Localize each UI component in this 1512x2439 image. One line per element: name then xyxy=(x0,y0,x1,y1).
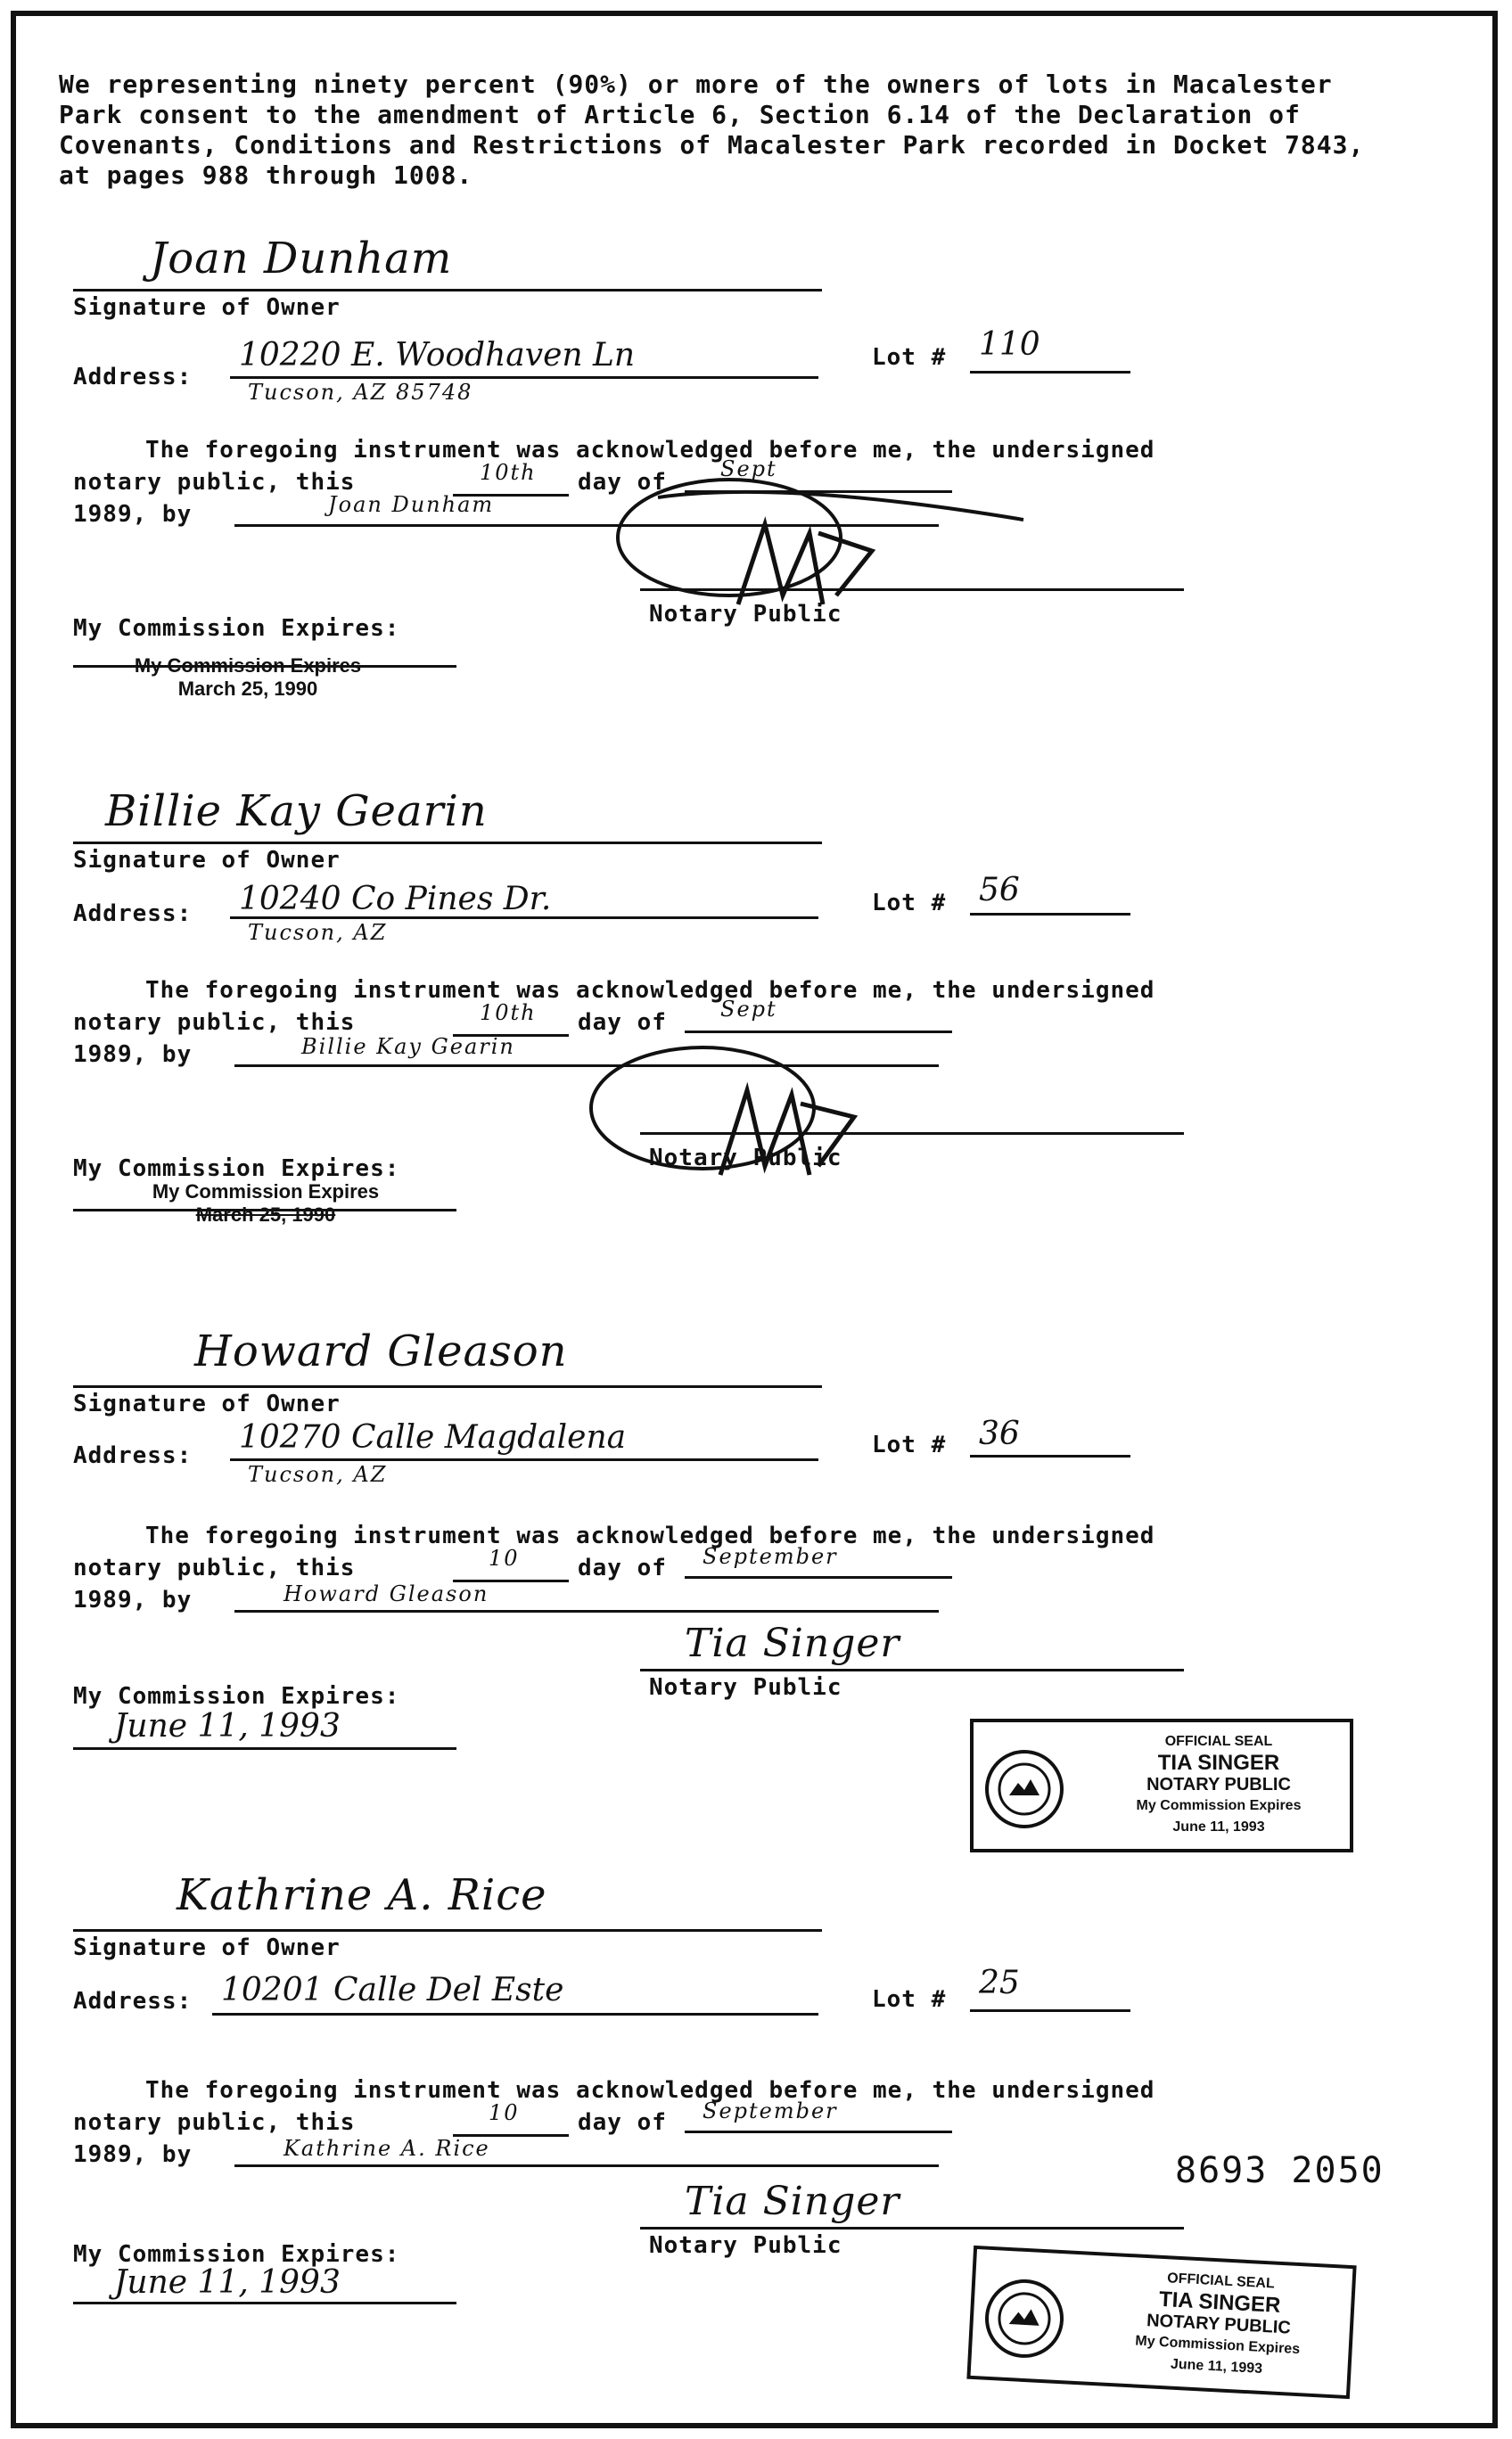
address-label: Address: xyxy=(73,1988,193,2015)
notary-line xyxy=(640,2227,1184,2230)
owner-signature: Kathrine A. Rice xyxy=(177,1870,547,1920)
by-line xyxy=(234,1610,939,1613)
notary-line xyxy=(640,588,1184,591)
address-label: Address: xyxy=(73,1442,193,1469)
commission-expires-label: My Commission Expires: xyxy=(73,1683,400,1710)
lot-label: Lot # xyxy=(872,344,947,371)
owner-signature: Joan Dunham xyxy=(150,234,453,283)
seal-line-4: My Commission Expires xyxy=(1136,1798,1302,1813)
signature-line xyxy=(73,842,822,844)
month-line xyxy=(685,1576,952,1579)
year-by-label: 1989, by xyxy=(73,501,193,528)
signature-line xyxy=(73,1385,822,1388)
month-value: Sept xyxy=(720,997,777,1022)
by-name-value: Joan Dunham xyxy=(328,492,495,517)
official-seal xyxy=(970,1719,1353,1852)
year-by-label: 1989, by xyxy=(73,1587,193,1614)
by-name-value: Howard Gleason xyxy=(284,1581,489,1606)
notary-signature: Tia Singer xyxy=(685,1621,900,1666)
notary-line xyxy=(640,1669,1184,1671)
notary-this-label: notary public, this xyxy=(73,1009,356,1036)
address-line-1: 10201 Calle Del Este xyxy=(221,1972,564,2008)
lot-line xyxy=(970,913,1130,916)
owner-signature: Howard Gleason xyxy=(194,1326,568,1376)
notary-public-label: Notary Public xyxy=(649,2232,842,2259)
by-name-value: Kathrine A. Rice xyxy=(284,2136,490,2161)
lot-number: 25 xyxy=(979,1965,1020,2001)
notary-line xyxy=(640,1132,1184,1135)
notary-signature: Tia Singer xyxy=(685,2179,900,2224)
notary-this-label: notary public, this xyxy=(73,1555,356,1581)
by-name-value: Billie Kay Gearin xyxy=(301,1034,515,1059)
owner-block-3 xyxy=(61,1326,1416,1861)
lot-line xyxy=(970,1455,1130,1458)
document-page xyxy=(11,11,1498,2428)
day-value: 10 xyxy=(489,1546,520,1571)
signature-of-owner-label: Signature of Owner xyxy=(73,847,341,874)
notary-this-label: notary public, this xyxy=(73,469,356,496)
foregoing-text: The foregoing instrument was acknowledged before me, the undersigned xyxy=(145,1523,1155,1549)
commission-expiry-date: June 11, 1993 xyxy=(114,1708,341,1745)
day-value: 10th xyxy=(480,460,537,485)
notary-public-label: Notary Public xyxy=(649,1145,842,1171)
address-label: Address: xyxy=(73,900,193,927)
signature-line xyxy=(73,1929,822,1932)
commission-expires-label: My Commission Expires: xyxy=(73,1155,400,1182)
document-number: 8693 2050 xyxy=(1175,2150,1385,2191)
expires-line xyxy=(73,665,456,668)
seal-line-4: My Commission Expires xyxy=(1134,2333,1301,2358)
expires-line xyxy=(73,1209,456,1211)
foregoing-text: The foregoing instrument was acknowledged before me, the undersigned xyxy=(145,2077,1155,2104)
lot-label: Lot # xyxy=(872,1986,947,2013)
expiry-stamp-line-2: March 25, 1990 xyxy=(177,678,318,700)
year-by-label: 1989, by xyxy=(73,2141,193,2168)
owner-block-2 xyxy=(61,783,1416,1318)
seal-line-3: NOTARY PUBLIC xyxy=(1146,1775,1291,1794)
lot-number: 56 xyxy=(979,872,1020,908)
signature-of-owner-label: Signature of Owner xyxy=(73,1391,341,1417)
address-label: Address: xyxy=(73,364,193,390)
commission-expiry-stamp xyxy=(114,1180,417,1227)
expiry-stamp-line-1: My Commission Expires xyxy=(134,654,362,677)
signature-of-owner-label: Signature of Owner xyxy=(73,294,341,321)
expiry-stamp-line-2: March 25, 1990 xyxy=(195,1203,336,1226)
commission-expires-label: My Commission Expires: xyxy=(73,615,400,642)
day-of-label: day of xyxy=(578,469,667,496)
expiry-stamp-line-1: My Commission Expires xyxy=(152,1180,380,1203)
notary-signature xyxy=(587,1041,1050,1202)
day-value: 10th xyxy=(480,1000,537,1025)
seal-line-2: TIA SINGER xyxy=(1157,1751,1280,1775)
expires-line xyxy=(73,2302,456,2304)
day-value: 10 xyxy=(489,2100,520,2125)
lot-line xyxy=(970,2009,1130,2012)
lot-label: Lot # xyxy=(872,1432,947,1458)
year-by-label: 1989, by xyxy=(73,1041,193,1068)
address-line-2: Tucson, AZ xyxy=(248,1462,388,1487)
commission-expiry-date: June 11, 1993 xyxy=(114,2264,341,2301)
notary-public-label: Notary Public xyxy=(649,601,842,628)
month-value: September xyxy=(703,1544,838,1569)
seal-line-5: June 11, 1993 xyxy=(1170,2356,1263,2377)
state-seal-icon xyxy=(984,1749,1064,1829)
expires-line xyxy=(73,1747,456,1750)
commission-expiry-stamp xyxy=(96,654,399,701)
state-seal-icon xyxy=(982,2277,1067,2361)
address-line xyxy=(230,916,818,919)
official-seal xyxy=(966,2246,1356,2399)
lot-label: Lot # xyxy=(872,890,947,916)
month-value: September xyxy=(703,2098,838,2123)
lot-line xyxy=(970,371,1130,374)
notary-this-label: notary public, this xyxy=(73,2109,356,2136)
owner-signature: Billie Kay Gearin xyxy=(105,786,488,836)
month-line xyxy=(685,1031,952,1033)
by-line xyxy=(234,2164,939,2167)
address-line xyxy=(230,376,818,379)
lot-number: 110 xyxy=(979,326,1040,363)
foregoing-text: The foregoing instrument was acknowledged before me, the undersigned xyxy=(145,977,1155,1004)
lot-number: 36 xyxy=(979,1416,1020,1452)
seal-line-5: June 11, 1993 xyxy=(1172,1819,1265,1835)
owner-block-1 xyxy=(61,230,1416,765)
address-line-2: Tucson, AZ xyxy=(248,920,388,945)
seal-line-1: OFFICIAL SEAL xyxy=(1164,1734,1273,1749)
address-line xyxy=(212,2013,818,2016)
owner-block-4 xyxy=(61,1870,1416,2405)
address-line-1: 10270 Calle Magdalena xyxy=(239,1419,627,1456)
address-line-1: 10220 E. Woodhaven Ln xyxy=(239,337,636,374)
notary-public-label: Notary Public xyxy=(649,1674,842,1701)
month-line xyxy=(685,2131,952,2133)
commission-expires-label: My Commission Expires: xyxy=(73,2241,400,2268)
address-line-1: 10240 Co Pines Dr. xyxy=(239,881,552,917)
seal-line-3: NOTARY PUBLIC xyxy=(1146,2311,1292,2338)
address-line xyxy=(230,1458,818,1461)
signature-line xyxy=(73,289,822,292)
day-of-label: day of xyxy=(578,1555,667,1581)
foregoing-text: The foregoing instrument was acknowledged before me, the undersigned xyxy=(145,437,1155,464)
seal-line-2: TIA SINGER xyxy=(1158,2287,1282,2318)
address-line-2: Tucson, AZ 85748 xyxy=(248,380,473,405)
seal-line-1: OFFICIAL SEAL xyxy=(1166,2271,1276,2292)
day-of-label: day of xyxy=(578,2109,667,2136)
day-of-label: day of xyxy=(578,1009,667,1036)
intro-paragraph: We representing ninety percent (90%) or more of the owners of lots in Macalester Park consent to the amendment of Article 6, Section 6.14 of the Declaration of Covenants, Conditions and Restrictions of Macalester Park recorded in Docket 7843, at pages 988 through 1008. xyxy=(59,70,1365,190)
signature-of-owner-label: Signature of Owner xyxy=(73,1934,341,1961)
month-value: Sept xyxy=(720,456,777,481)
